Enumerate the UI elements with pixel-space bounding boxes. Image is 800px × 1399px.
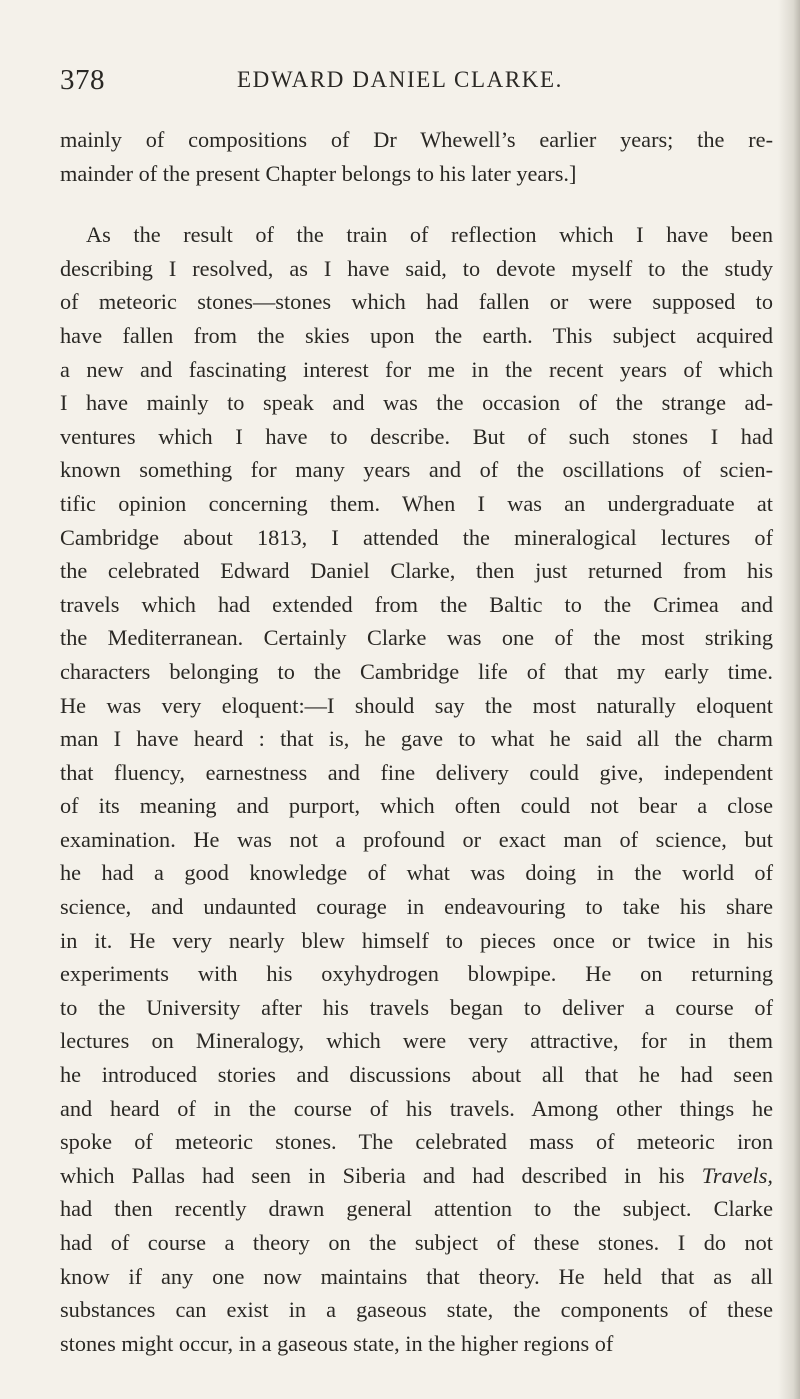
text-line: the celebrated Edward Daniel Clarke, then just returned from his	[60, 558, 773, 584]
text-line: describing I resolved, as I have said, to devote myself to the study	[60, 255, 773, 281]
text-line: science, and undaunted courage in endeavouring to take his share	[60, 894, 773, 920]
paragraph	[60, 218, 773, 1360]
text-line: have fallen from the skies upon the earth. This subject acquired	[60, 322, 773, 348]
text-line: had of course a theory on the subject of these stones. I do not	[60, 1230, 773, 1255]
text-line: he introduced stories and discussions about all that he had seen	[60, 1062, 773, 1088]
text-line: had then recently drawn general attention to the subject. Clarke	[60, 1196, 773, 1222]
page-header	[0, 64, 800, 104]
paragraph-continued	[60, 123, 773, 190]
text-line: spoke of meteoric stones. The celebrated mass of meteoric iron	[60, 1129, 773, 1155]
text-line: man I have heard : that is, he gave to what he said all the charm	[60, 726, 773, 752]
page-edge-shadow	[778, 0, 800, 1399]
text-line: Cambridge about 1813, I attended the mineralogical lectures of	[60, 524, 773, 550]
text-line: tific opinion concerning them. When I was an undergraduate at	[60, 490, 773, 516]
text-line: mainly of compositions of Dr Whewell’s earlier years; the re-	[60, 127, 773, 152]
text-segment: which Pallas had seen in Siberia and had described in his	[60, 1162, 685, 1188]
text-line-with-italic	[60, 1159, 773, 1193]
text-line: I have mainly to speak and was the occasion of the strange ad-	[60, 390, 773, 416]
text-line: known something for many years and of the oscillations of scien-	[60, 457, 773, 483]
text-line: to the University after his travels began to deliver a course of	[60, 994, 773, 1020]
italic-title: Travels,	[701, 1162, 773, 1188]
text-line: a new and fascinating interest for me in the recent years of which	[60, 356, 773, 382]
text-line: and heard of in the course of his travels. Among other things he	[60, 1095, 773, 1121]
text-line: of meteoric stones—stones which had fallen or were supposed to	[60, 289, 773, 315]
text-line: characters belonging to the Cambridge life of that my early time.	[60, 658, 773, 684]
text-line: stones might occur, in a gaseous state, in the higher regions of	[60, 1330, 614, 1356]
text-line: As the result of the train of reflection which I have been	[86, 222, 773, 248]
text-line: lectures on Mineralogy, which were very attractive, for in them	[60, 1028, 773, 1054]
body-text	[60, 123, 773, 1360]
text-line: he had a good knowledge of what was doing in the world of	[60, 860, 773, 886]
text-line: He was very eloquent:—I should say the most naturally eloquent	[60, 692, 773, 718]
running-head: EDWARD DANIEL CLARKE.	[237, 67, 563, 92]
text-line: that fluency, earnestness and fine delivery could give, independent	[60, 759, 773, 785]
text-line: substances can exist in a gaseous state, the components of these	[60, 1297, 773, 1323]
page-number: 378	[60, 64, 105, 96]
text-line: ventures which I have to describe. But of such stones I had	[60, 423, 773, 449]
text-line: of its meaning and purport, which often could not bear a close	[60, 793, 773, 819]
text-line: know if any one now maintains that theory. He held that as all	[60, 1263, 773, 1289]
text-line: examination. He was not a profound or exact man of science, but	[60, 826, 773, 852]
text-line: mainder of the present Chapter belongs to his later years.]	[60, 160, 577, 186]
text-line: travels which had extended from the Baltic to the Crimea and	[60, 591, 773, 617]
text-line: the Mediterranean. Certainly Clarke was one of the most striking	[60, 625, 773, 651]
text-line: experiments with his oxyhydrogen blowpipe. He on returning	[60, 961, 773, 987]
text-line: in it. He very nearly blew himself to pieces once or twice in his	[60, 927, 773, 953]
